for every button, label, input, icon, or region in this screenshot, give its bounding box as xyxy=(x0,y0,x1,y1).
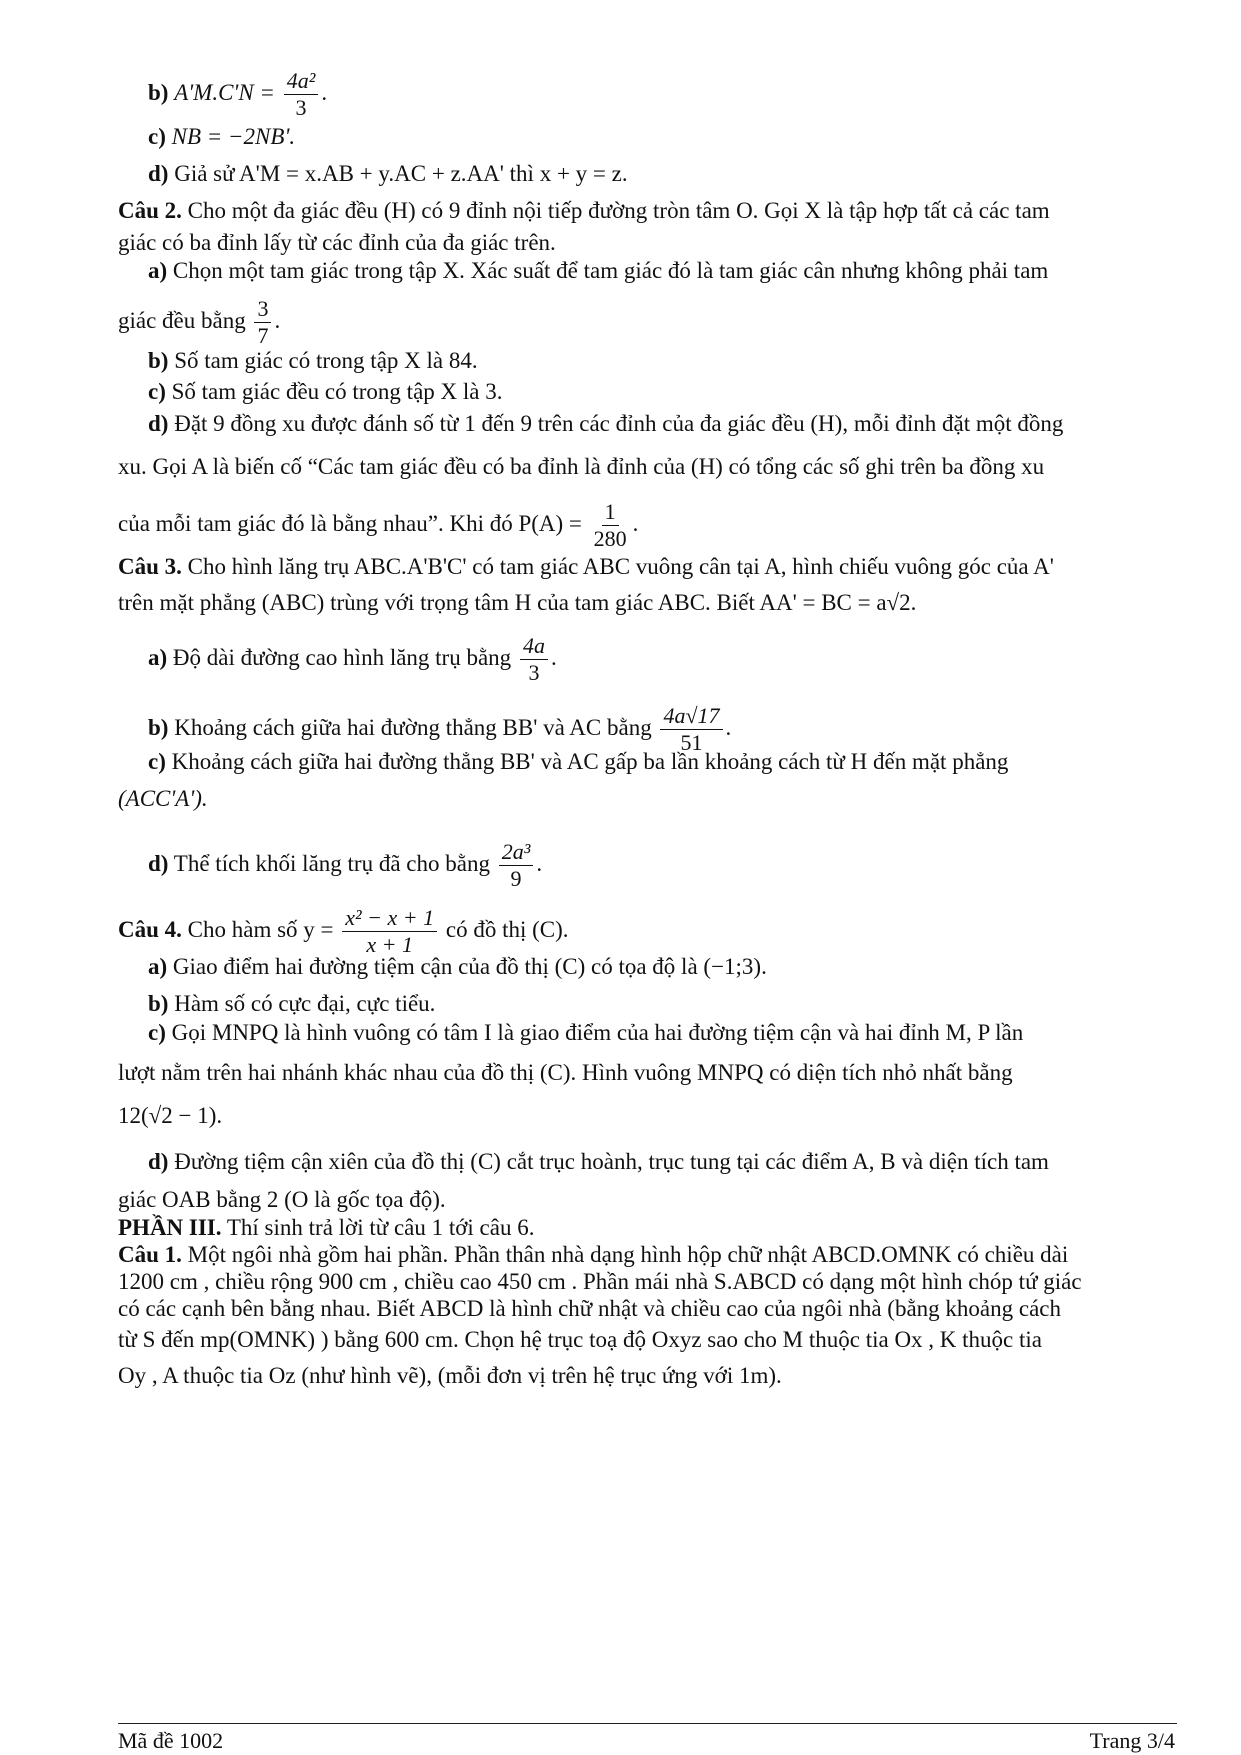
q4-item-c-line1 xyxy=(148,1019,1177,1047)
item-text: Gọi MNPQ là hình vuông có tâm I là giao điểm của hai đường tiệm cận và hai đỉnh M, P lần xyxy=(171,1020,1024,1045)
q2-intro-line1 xyxy=(118,197,1177,225)
fraction-denominator: x + 1 xyxy=(366,932,413,958)
question-text: Oy , A thuộc tia Oz (như hình vẽ), (mỗi đơn vị trên hệ trục ứng với 1m). xyxy=(118,1363,782,1388)
item-text: Khoảng cách giữa hai đường thẳng BB' và AC bằng xyxy=(174,715,652,741)
question-text: có các cạnh bên bằng nhau. Biết ABCD là hình chữ nhật và chiều cao của ngôi nhà (bằng khoảng cách xyxy=(118,1296,1061,1321)
item-label: d) xyxy=(148,411,169,436)
fraction-numerator: 2a³ xyxy=(499,839,534,866)
period: . xyxy=(632,511,639,537)
item-text: NB = −2NB'. xyxy=(171,124,296,149)
item-label: b) xyxy=(148,80,169,106)
q2-item-d-line1 xyxy=(148,410,1177,438)
item-text: Giao điểm hai đường tiệm cận của đồ thị (C) có tọa độ là (−1;3). xyxy=(172,954,767,979)
fraction-numerator: 1 xyxy=(602,499,619,526)
item-text: 12(√2 − 1). xyxy=(118,1103,223,1128)
part3-q1-line2 xyxy=(118,1268,1177,1296)
item-label: b) xyxy=(148,991,169,1016)
question-text: Một ngôi nhà gồm hai phần. Phần thân nhà dạng hình hộp chữ nhật ABCD.OMNK có chiều dài xyxy=(187,1242,1069,1267)
fraction-numerator: 4a xyxy=(520,633,548,660)
q3-item-c-line2 xyxy=(118,785,1177,813)
question-text: Cho hàm số y = xyxy=(187,917,334,943)
question-text: Cho hình lăng trụ ABC.A'B'C' có tam giác ABC vuông cân tại A, hình chiếu vuông góc của A' xyxy=(187,554,1054,579)
fraction-numerator: x² − x + 1 xyxy=(342,905,437,932)
item-text: Hàm số có cực đại, cực tiểu. xyxy=(174,991,436,1016)
part3-q1-line1 xyxy=(118,1241,1177,1269)
fraction xyxy=(499,839,534,893)
q4-item-c-line2 xyxy=(118,1059,1177,1087)
fraction xyxy=(284,68,319,122)
fraction-denominator: 3 xyxy=(295,95,307,121)
item-label: d) xyxy=(148,851,169,877)
item-text: (ACC'A'). xyxy=(118,786,208,811)
item-label: a) xyxy=(148,258,168,283)
q2-item-a-line1 xyxy=(148,257,1177,285)
fraction-denominator: 3 xyxy=(528,660,540,686)
item-text: Chọn một tam giác trong tập X. Xác suất để tam giác đó là tam giác cân nhưng không phải tam xyxy=(172,258,1049,283)
item-text: của mỗi tam giác đó là bằng nhau”. Khi đó P(A) = xyxy=(118,511,582,537)
fraction xyxy=(591,499,630,553)
q3-item-c-line1 xyxy=(148,748,1177,776)
period: . xyxy=(274,308,281,334)
q2-item-b xyxy=(148,347,1177,375)
part3-heading xyxy=(118,1214,1177,1242)
period: . xyxy=(725,715,732,741)
fraction-numerator: 3 xyxy=(254,296,271,323)
question-text: có đồ thị (C). xyxy=(445,917,569,943)
item-label: c) xyxy=(148,749,166,774)
q2-item-d-line3 xyxy=(118,499,1177,553)
q3-intro-line2 xyxy=(118,589,1177,617)
item-text: giác đều bằng xyxy=(118,308,246,334)
item-text: Giả sử A'M = x.AB + y.AC + z.AA' thì x + y = z. xyxy=(174,161,628,186)
item-text: giác OAB bằng 2 (O là gốc tọa độ). xyxy=(118,1187,446,1212)
section-title: PHẦN III. xyxy=(118,1215,222,1240)
item-text: xu. Gọi A là biến cố “Các tam giác đều có ba đỉnh là đỉnh của (H) có tổng các số ghi trên ba đồng xu xyxy=(118,454,1045,479)
q1-item-d xyxy=(148,160,1177,188)
q3-item-a xyxy=(148,633,1177,687)
page-number: Trang 3/4 xyxy=(1089,1728,1175,1753)
fraction-numerator: 4a√17 xyxy=(660,703,722,730)
item-text: Đặt 9 đồng xu được đánh số từ 1 đến 9 trên các đỉnh của đa giác đều (H), mỗi đỉnh đặt một đồng xyxy=(174,411,1064,436)
item-text: Đường tiệm cận xiên của đồ thị (C) cắt trục hoành, trục tung tại các điểm A, B và diện tích tam xyxy=(174,1149,1049,1174)
question-text: trên mặt phẳng (ABC) trùng với trọng tâm H của tam giác ABC. Biết AA' = BC = a√2. xyxy=(118,590,917,615)
q2-item-a-line2 xyxy=(118,296,1177,350)
question-text: từ S đến mp(OMNK) ) bằng 600 cm. Chọn hệ trục toạ độ Oxyz sao cho M thuộc tia Ox , K thuộc tia xyxy=(118,1327,1042,1352)
fraction-denominator: 51 xyxy=(680,730,703,756)
q4-item-c-line3 xyxy=(118,1102,1177,1130)
q2-intro-line2 xyxy=(118,229,1177,257)
item-text: Thể tích khối lăng trụ đã cho bằng xyxy=(173,851,490,877)
period: . xyxy=(550,645,557,671)
q1-item-c xyxy=(148,123,1177,151)
q2-item-c xyxy=(148,378,1177,406)
footer-divider xyxy=(118,1723,1177,1724)
part3-q1-line5 xyxy=(118,1362,1177,1390)
fraction-denominator: 7 xyxy=(257,323,269,349)
item-text: Khoảng cách giữa hai đường thẳng BB' và AC gấp ba lần khoảng cách từ H đến mặt phẳng xyxy=(171,749,1009,774)
fraction xyxy=(342,905,437,959)
item-label: c) xyxy=(148,1020,166,1045)
section-text: Thí sinh trả lời từ câu 1 tới câu 6. xyxy=(226,1215,535,1240)
question-title: Câu 3. xyxy=(118,554,182,579)
question-text: Cho một đa giác đều (H) có 9 đỉnh nội tiếp đường tròn tâm O. Gọi X là tập hợp tất cả các tam xyxy=(187,198,1050,223)
question-title: Câu 1. xyxy=(118,1242,182,1267)
q4-item-d-line1 xyxy=(148,1148,1177,1176)
item-text: Số tam giác có trong tập X là 84. xyxy=(174,348,478,373)
period: . xyxy=(536,851,543,877)
q3-item-d xyxy=(148,839,1177,893)
item-label: d) xyxy=(148,1149,169,1174)
item-label: d) xyxy=(148,161,169,186)
fraction-numerator: 4a² xyxy=(284,68,319,95)
vector-expression: A'M.C'N = xyxy=(174,80,275,106)
q4-item-d-line2 xyxy=(118,1186,1177,1214)
q3-intro-line1 xyxy=(118,553,1177,581)
item-label: b) xyxy=(148,348,169,373)
item-label: c) xyxy=(148,379,166,404)
q4-intro xyxy=(118,905,1177,959)
exam-code: Mã đề 1002 xyxy=(118,1728,224,1753)
q4-item-b xyxy=(148,990,1177,1018)
fraction xyxy=(520,633,548,687)
item-label: c) xyxy=(148,124,166,149)
item-text: Độ dài đường cao hình lăng trụ bằng xyxy=(172,645,512,671)
question-title: Câu 4. xyxy=(118,917,182,943)
item-text: Số tam giác đều có trong tập X là 3. xyxy=(171,379,503,404)
part3-q1-line3 xyxy=(118,1295,1177,1323)
q2-item-d-line2 xyxy=(118,453,1177,481)
question-text: giác có ba đỉnh lấy từ các đỉnh của đa giác trên. xyxy=(118,230,556,255)
item-label: a) xyxy=(148,954,168,979)
item-label: b) xyxy=(148,715,169,741)
part3-q1-line4 xyxy=(118,1326,1177,1354)
item-text: lượt nằm trên hai nhánh khác nhau của đồ thị (C). Hình vuông MNPQ có diện tích nhỏ nhất bằng xyxy=(118,1060,1013,1085)
q4-item-a xyxy=(148,953,1177,981)
q1-item-b xyxy=(148,68,1177,122)
question-text: 1200 cm , chiều rộng 900 cm , chiều cao 450 cm . Phần mái nhà S.ABCD có dạng một hình chóp tứ giác xyxy=(118,1269,1082,1294)
question-title: Câu 2. xyxy=(118,198,182,223)
fraction xyxy=(254,296,271,350)
period: . xyxy=(321,80,328,106)
fraction-denominator: 280 xyxy=(593,526,627,552)
item-label: a) xyxy=(148,645,168,671)
fraction-denominator: 9 xyxy=(510,866,522,892)
